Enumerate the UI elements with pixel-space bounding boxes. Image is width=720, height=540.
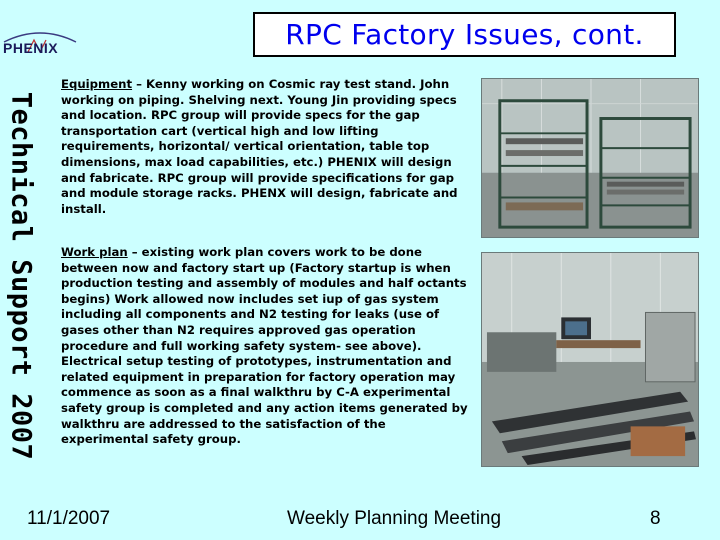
slide-title-box (253, 12, 676, 57)
equipment-heading: Equipment (61, 77, 133, 91)
slide-title: RPC Factory Issues, cont. (285, 18, 644, 51)
work-plan-heading: Work plan (61, 245, 128, 259)
work-plan-text: – existing work plan covers work to be done between now and factory start up (Factory startup is when production testing and assembly of modules and half octants begins) Work allowed now includes set iup of gas system including all components and N2 testing for leaks (use of gases other than N2 requires approved gas operation procedure and full working safety system- see above). Electrical setup testing of prototypes, instrumentation and related equipment in preparation for factory operation may commence as soon as a final walkthru by C-A experimental safety group is completed and any action items generated by walkthru are addressed to the satisfaction of the experimental safety group. (61, 245, 468, 447)
footer-page-number: 8 (650, 508, 661, 529)
side-title-text: Technical Support 2007 (5, 91, 37, 460)
work-plan-paragraph (61, 245, 473, 448)
footer-date: 11/1/2007 (27, 508, 111, 529)
side-title (3, 78, 39, 473)
photo-test-stand-image (482, 79, 698, 237)
equipment-paragraph (61, 77, 473, 217)
phenix-logo-text: PHENIX (3, 40, 59, 56)
photo-lab-room-image (482, 253, 698, 466)
equipment-text: – Kenny working on Cosmic ray test stand. John working on piping. Shelving next. Young Jin providing specs and location. RPC group will provide specs for the gap transportation cart (vertical high and low lifting requirements, horizontal/ vertical orientation, table top dimensions, max load capabilities, etc.) PHENIX will design and fabricate. RPC group will provide specifications for gap and module storage racks. PHENX will design, fabricate and install. (61, 77, 458, 216)
photo-test-stand (481, 78, 699, 238)
photo-lab-room (481, 252, 699, 467)
footer-meeting-name: Weekly Planning Meeting (287, 508, 502, 529)
